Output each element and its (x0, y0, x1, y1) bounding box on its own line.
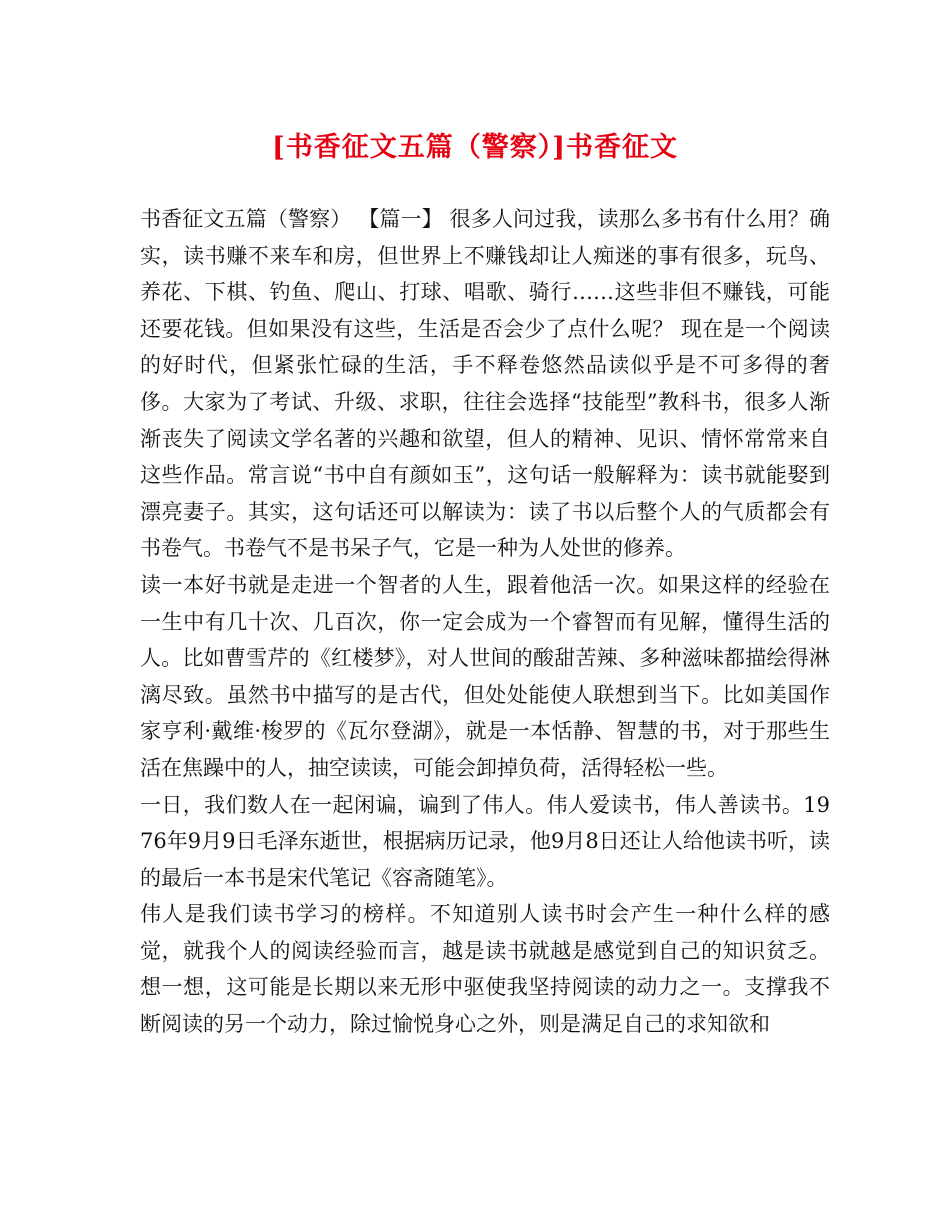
document-body (140, 201, 830, 1043)
document-title: [书香征文五篇（警察）]书香征文 (271, 132, 679, 163)
paragraph-4: 伟人是我们读书学习的榜样。不知道别人读书时会产生一种什么样的感觉，就我个人的阅读经验而言，越是读书就越是感觉到自己的知识贫乏。想一想，这可能是长期以来无形中驱使我坚持阅读的动力之一。支撑我不断阅读的另一个动力，除过愉悦身心之外，则是满足自己的求知欲和 (140, 902, 830, 1037)
paragraph-2: 读一本好书就是走进一个智者的人生，跟着他活一次。如果这样的经验在一生中有几十次、几百次，你一定会成为一个睿智而有见解，懂得生活的人。比如曹雪芹的《红楼梦》，对人世间的酸甜苦辣、多种滋味都描绘得淋漓尽致。虽然书中描写的是古代，但处处能使人联想到当下。比如美国作家亨利·戴维·梭罗的《瓦尔登湖》，就是一本恬静、智慧的书，对于那些生活在焦躁中的人，抽空读读，可能会卸掉负荷，活得轻松一些。 (140, 572, 830, 780)
paragraph-3: 一日，我们数人在一起闲谝，谝到了伟人。伟人爱读书，伟人善读书。1976年9月9日毛泽东逝世，根据病历记录，他9月8日还让人给他读书听，读的最后一本书是宋代笔记《容斋随笔》。 (140, 792, 830, 890)
paragraph-1: 书香征文五篇（警察） 【篇一】 很多人问过我，读那么多书有什么用？确实，读书赚不来车和房，但世界上不赚钱却让人痴迷的事有很多，玩鸟、养花、下棋、钓鱼、爬山、打球、唱歌、骑行……这些非但不赚钱，可能还要花钱。但如果没有这些，生活是否会少了点什么呢？ 现在是一个阅读的好时代，但紧张忙碌的生活，手不释卷悠然品读似乎是不可多得的奢侈。大家为了考试、升级、求职，往往会选择“技能型”教科书，很多人渐渐丧失了阅读文学名著的兴趣和欲望，但人的精神、见识、情怀常常来自这些作品。常言说“书中自有颜如玉”，这句话一般解释为：读书就能娶到漂亮妻子。其实，这句话还可以解读为：读了书以后整个人的气质都会有书卷气。书卷气不是书呆子气，它是一种为人处世的修养。 (140, 207, 830, 561)
